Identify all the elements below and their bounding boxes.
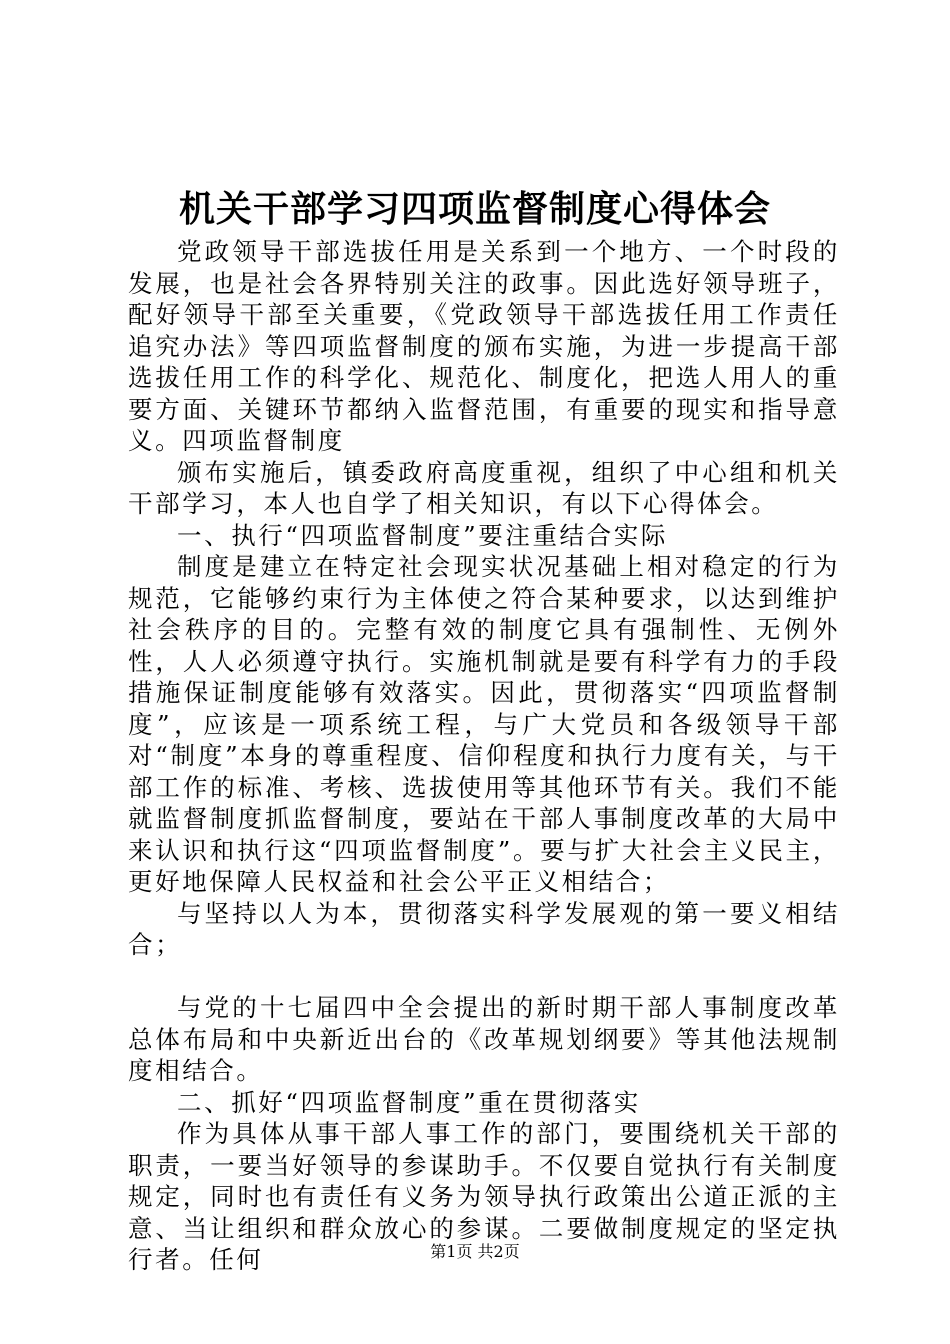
paragraph-intro: 党政领导干部选拔任用是关系到一个地方、一个时段的发展，也是社会各界特别关注的政事。因此选好领导班子，配好领导干部至关重要，《党政领导干部选拔任用工作责任追究办法》等四项监督制度的颁布实施，为进一步提高干部选拔任用工作的科学化、规范化、制度化，把选人用人的重要方面、关键环节都纳入监督范围，有重要的现实和指导意义。四项监督制度 (128, 237, 840, 455)
paragraph-people-oriented: 与坚持以人为本，贯彻落实科学发展观的第一要义相结合； (128, 898, 840, 959)
paragraph-study: 颁布实施后，镇委政府高度重视，组织了中心组和机关干部学习，本人也自学了相关知识，有以下心得体会。 (128, 457, 840, 518)
document-body (128, 236, 840, 1276)
paragraph-spacer (128, 961, 840, 993)
section-heading-1: 一、执行“四项监督制度”要注重结合实际 (177, 520, 668, 550)
paragraph-reform: 与党的十七届四中全会提出的新时期干部人事制度改革总体布局和中央新近出台的《改革规划纲要》等其他法规制度相结合。 (128, 993, 840, 1085)
document-title: 机关干部学习四项监督制度心得体会 (178, 188, 771, 230)
section-heading-2: 二、抓好“四项监督制度”重在贯彻落实 (177, 1087, 641, 1117)
paragraph-system: 制度是建立在特定社会现实状况基础上相对稳定的行为规范，它能够约束行为主体使之符合某种要求，以达到维护社会秩序的目的。完整有效的制度它具有强制性、无例外性，人人必须遵守执行。实施机制就是要有科学有力的手段措施保证制度能够有效落实。因此，贯彻落实“四项监督制度”，应该是一项系统工程，与广大党员和各级领导干部对“制度”本身的尊重程度、信仰程度和执行力度有关，与干部工作的标准、考核、选拔使用等其他环节有关。我们不能就监督制度抓监督制度，要站在干部人事制度改革的大局中来认识和执行这“四项监督制度”。要与扩大社会主义民主，更好地保障人民权益和社会公平正义相结合； (128, 552, 840, 896)
paragraph-duties: 作为具体从事干部人事工作的部门，要围绕机关干部的职责，一要当好领导的参谋助手。不仅要自觉执行有关制度规定，同时也有责任有义务为领导执行政策出公道正派的主意、当让组织和群众放心的参谋。二要做制度规定的坚定执行者。任何 (128, 1119, 840, 1274)
page-number-footer: 第1页 共2页 (430, 1242, 520, 1261)
